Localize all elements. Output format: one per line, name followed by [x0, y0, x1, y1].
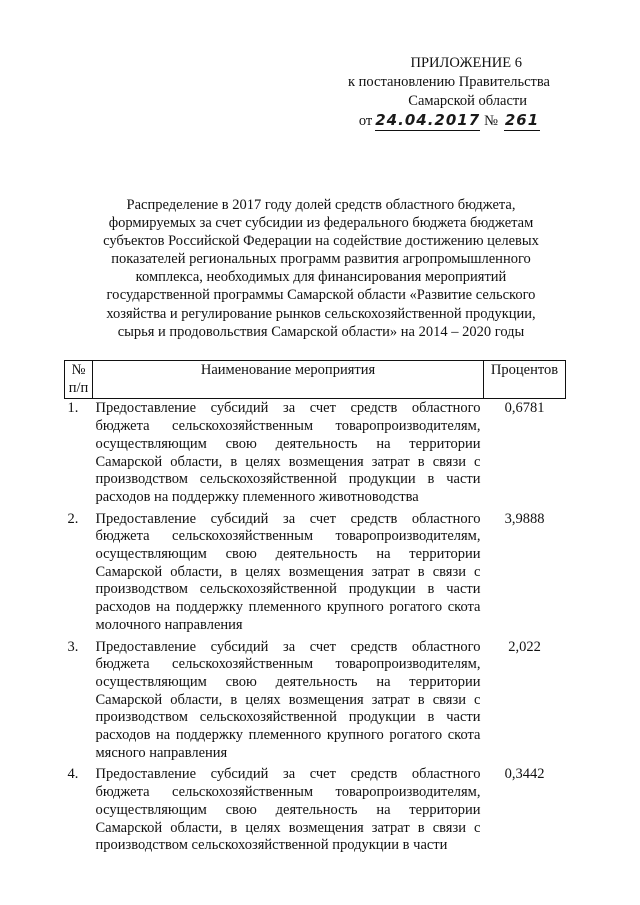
header-no: № п/п	[65, 361, 93, 399]
handwritten-date: 24.04.2017	[375, 111, 481, 129]
document-title: Распределение в 2017 году долей средств областного бюджета, формируемых за счет субсидии из федерального бюджета бюджетам субъектов Российской Федерации на содействие достижению целевых показателей региональных программ развития агропромышленного комплекса, необходимых для финансирования мероприятий государственной программы Самарской области «Развитие сельского хозяйства и регулирование рынков сельскохозяйственной продукции, сырья и продовольствия Самарской области» на 2014 – 2020 годы	[103, 197, 539, 340]
row-percent: 3,9888	[504, 510, 545, 527]
number-label: №	[484, 113, 498, 129]
row-percent: 0,3442	[504, 766, 545, 783]
header-name: Наименование мероприятия	[93, 361, 484, 399]
annex-region-line: Самарской области	[408, 93, 527, 109]
row-name: Предоставление субсидий за счет средств областного бюджета сельскохозяйственным товаропроизводителям, осуществляющим свою деятельность на территории Самарской области, в целях возмещения затрат в связи с производством сельскохозяйственной продукции в части расходов на поддержку племенного животноводства	[95, 400, 481, 505]
table-row	[65, 399, 566, 510]
row-no: 2.	[67, 510, 79, 527]
row-no: 4.	[67, 766, 79, 783]
row-percent: 2,022	[508, 638, 541, 655]
row-no: 1.	[67, 400, 79, 417]
table-header-row	[65, 361, 566, 399]
decree-date-number	[300, 111, 570, 131]
header-percent: Процентов	[484, 361, 566, 399]
annex-header	[300, 54, 570, 131]
row-name: Предоставление субсидий за счет средств областного бюджета сельскохозяйственным товаропроизводителям, осуществляющим свою деятельность на территории Самарской области, в целях возмещения затрат в связи с производством сельскохозяйственной продукции в части расходов на поддержку племенного крупного рогатого скота молочного направления	[95, 510, 481, 633]
annex-title: ПРИЛОЖЕНИЕ 6	[410, 55, 522, 71]
row-percent: 0,6781	[504, 400, 545, 417]
handwritten-number: 261	[504, 111, 540, 129]
row-name: Предоставление субсидий за счет средств областного бюджета сельскохозяйственным товаропроизводителям, осуществляющим свою деятельность на территории Самарской области, в целях возмещения затрат в связи с производством сельскохозяйственной продукции в части расходов на поддержку племенного крупного рогатого скота мясного направления	[95, 638, 481, 761]
annex-decree-line: к постановлению Правительства	[348, 74, 550, 90]
table-row	[65, 765, 566, 858]
row-name: Предоставление субсидий за счет средств областного бюджета сельскохозяйственным товаропроизводителям, осуществляющим свою деятельность на территории Самарской области, в целях возмещения затрат в связи с производством сельскохозяйственной продукции в части	[95, 766, 481, 854]
row-no: 3.	[67, 638, 79, 655]
measures-table	[64, 360, 566, 858]
table-row	[65, 510, 566, 638]
table-row	[65, 638, 566, 766]
from-label: от	[358, 113, 373, 129]
